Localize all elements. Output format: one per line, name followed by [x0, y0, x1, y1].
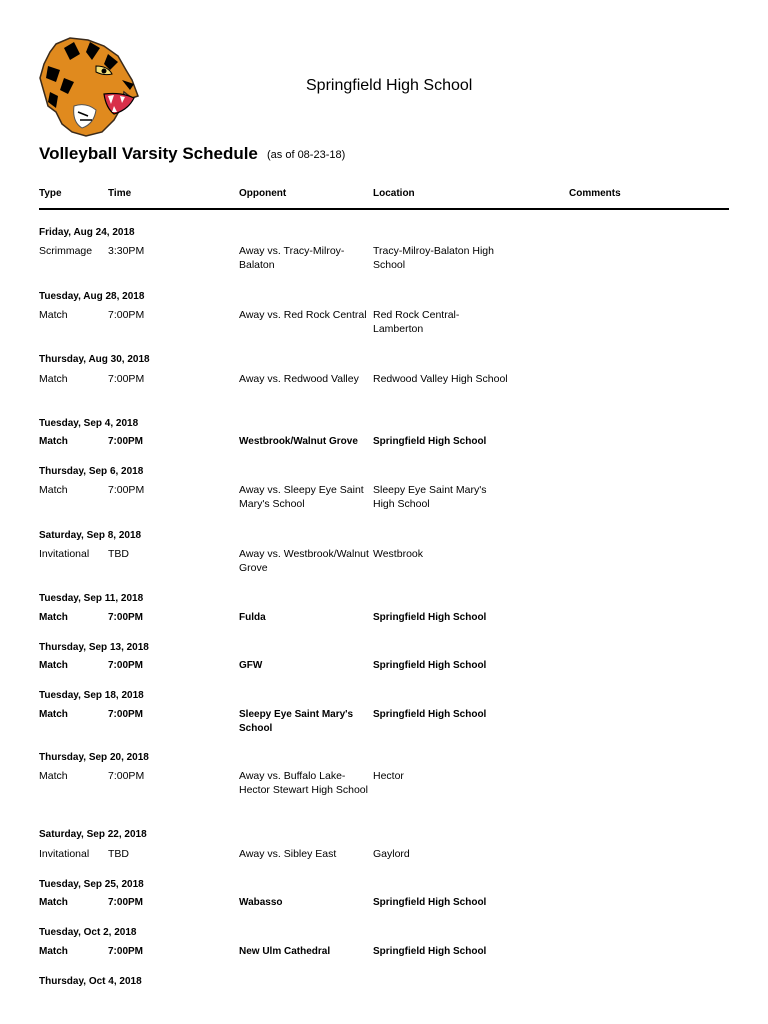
date-heading: Tuesday, Aug 28, 2018 — [39, 291, 145, 302]
event-type: Match — [39, 897, 68, 908]
event-location: Red Rock Central-Lamberton — [373, 309, 460, 335]
event-opponent: Away vs. Buffalo Lake-Hector Stewart High School — [239, 770, 368, 796]
event-type: Match — [39, 436, 68, 447]
date-heading: Tuesday, Sep 18, 2018 — [39, 690, 144, 701]
event-location: Sleepy Eye Saint Mary's High School — [373, 484, 487, 510]
event-type: Scrimmage — [39, 245, 93, 257]
date-heading: Thursday, Sep 6, 2018 — [39, 466, 144, 477]
event-time: 7:00PM — [108, 709, 144, 720]
as-of-date: (as of 08-23-18) — [267, 149, 346, 161]
date-heading: Saturday, Sep 8, 2018 — [39, 530, 142, 541]
event-time: 7:00PM — [108, 484, 145, 496]
event-type: Match — [39, 770, 68, 782]
event-location: Springfield High School — [373, 436, 487, 447]
event-time: 7:00PM — [108, 660, 144, 671]
event-opponent: GFW — [239, 660, 263, 671]
event-type: Match — [39, 612, 68, 623]
event-location: Springfield High School — [373, 612, 487, 623]
event-time: 7:00PM — [108, 897, 144, 908]
event-type: Match — [39, 484, 68, 496]
event-location: Redwood Valley High School — [373, 373, 508, 385]
event-location: Westbrook — [373, 548, 423, 560]
page-title: Volleyball Varsity Schedule — [39, 144, 258, 163]
event-time: TBD — [108, 548, 129, 560]
date-heading: Thursday, Sep 13, 2018 — [39, 642, 149, 653]
event-opponent: Away vs. Redwood Valley — [239, 373, 359, 385]
event-opponent: Fulda — [239, 612, 266, 623]
event-time: 7:00PM — [108, 770, 145, 782]
event-type: Match — [39, 660, 68, 671]
event-opponent: Away vs. Sleepy Eye Saint Mary's School — [239, 484, 364, 510]
event-location: Hector — [373, 770, 404, 782]
event-location: Springfield High School — [373, 946, 487, 957]
event-time: 3:30PM — [108, 245, 145, 257]
event-type: Match — [39, 373, 68, 385]
event-type: Invitational — [39, 848, 90, 860]
event-time: 7:00PM — [108, 612, 144, 623]
event-location: Springfield High School — [373, 897, 487, 908]
event-location: Tracy-Milroy-Balaton High School — [373, 245, 494, 271]
event-time: TBD — [108, 848, 129, 860]
event-location: Gaylord — [373, 848, 410, 860]
date-heading: Thursday, Aug 30, 2018 — [39, 354, 150, 365]
date-heading: Tuesday, Sep 25, 2018 — [39, 879, 144, 890]
event-opponent: Wabasso — [239, 897, 283, 908]
date-heading: Tuesday, Sep 11, 2018 — [39, 593, 144, 604]
date-heading: Thursday, Sep 20, 2018 — [39, 752, 149, 763]
column-header-time: Time — [108, 188, 132, 199]
date-heading: Tuesday, Sep 4, 2018 — [39, 418, 139, 429]
event-type: Match — [39, 946, 68, 957]
event-opponent: Away vs. Westbrook/Walnut Grove — [239, 548, 369, 574]
event-time: 7:00PM — [108, 436, 144, 447]
column-header-type: Type — [39, 188, 62, 199]
event-type: Match — [39, 309, 68, 321]
school-name: Springfield High School — [306, 77, 473, 94]
event-opponent: Away vs. Tracy-Milroy-Balaton — [239, 245, 345, 271]
date-heading: Thursday, Oct 4, 2018 — [39, 976, 142, 987]
event-time: 7:00PM — [108, 309, 145, 321]
date-heading: Saturday, Sep 22, 2018 — [39, 829, 147, 840]
event-time: 7:00PM — [108, 946, 144, 957]
event-location: Springfield High School — [373, 660, 487, 671]
date-heading: Tuesday, Oct 2, 2018 — [39, 927, 137, 938]
event-location: Springfield High School — [373, 709, 487, 720]
event-time: 7:00PM — [108, 373, 145, 385]
column-header-comments: Comments — [569, 188, 621, 199]
event-opponent: Away vs. Red Rock Central — [239, 309, 367, 321]
event-type: Match — [39, 709, 68, 720]
event-type: Invitational — [39, 548, 90, 560]
event-opponent: Away vs. Sibley East — [239, 848, 337, 860]
event-opponent: Westbrook/Walnut Grove — [239, 436, 358, 447]
column-header-location: Location — [373, 188, 415, 199]
column-header-opponent: Opponent — [239, 188, 287, 199]
event-opponent: Sleepy Eye Saint Mary's School — [239, 709, 354, 734]
event-opponent: New Ulm Cathedral — [239, 946, 331, 957]
date-heading: Friday, Aug 24, 2018 — [39, 227, 135, 238]
